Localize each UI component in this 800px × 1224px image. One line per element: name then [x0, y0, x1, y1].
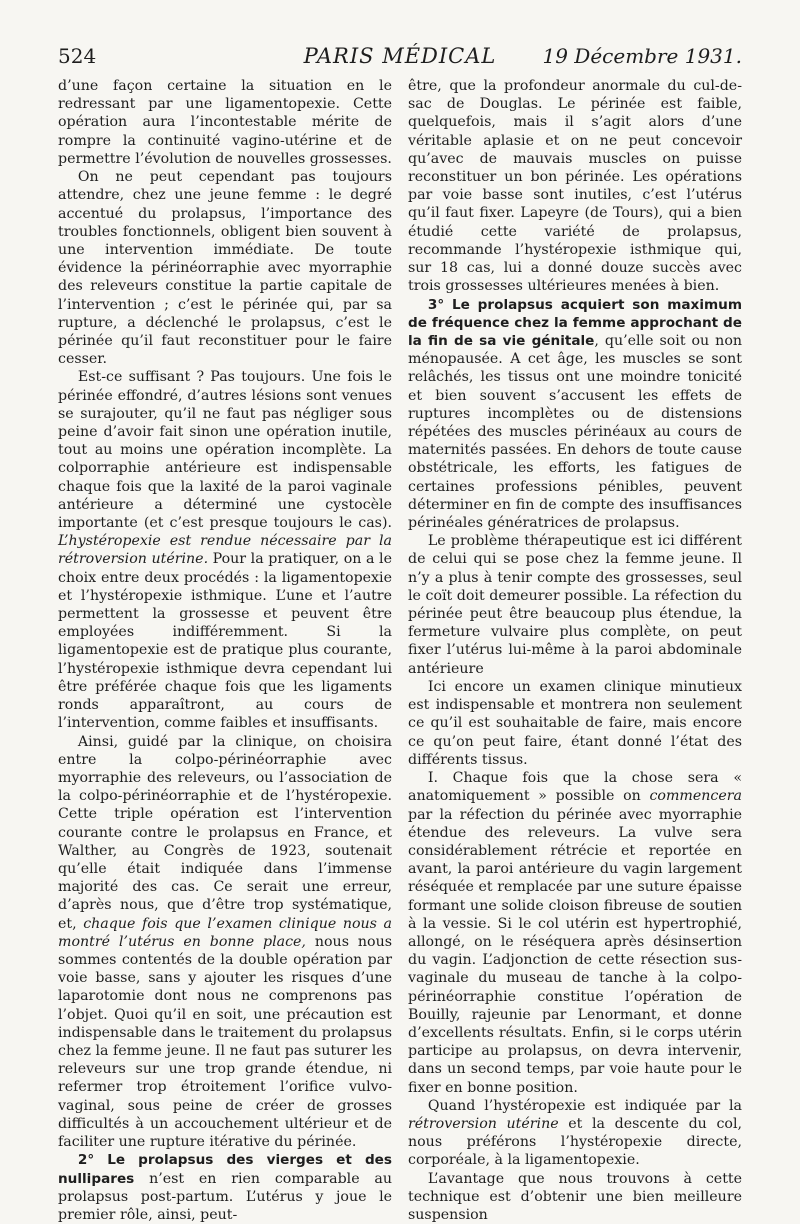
paragraph: L’avantage que nous trouvons à cette technique est d’obtenir une bien meilleure suspension	[408, 1170, 742, 1224]
paragraph: Ici encore un examen clinique minutieux est indispensable et montrera non seulement ce qu’il est souhaitable de faire, mais encore ce qu’on peut faire, étant donné l’état des différents tissus.	[408, 678, 742, 768]
paragraph	[408, 296, 742, 533]
text-run: I. Chaque fois que la chose sera « anatomiquement » possible on	[408, 770, 742, 805]
left-column	[58, 77, 392, 1224]
paragraph	[58, 733, 392, 1152]
text-run: Pour la pratiquer, on a le choix entre deux procédés : la ligamentopexie et l’hystéropexie isthmique. L’une et l’autre permettent la grossesse et peuvent être employées indifféremment. Si la ligamentopexie est de pratique plus courante, l’hystéropexie isthmique devra cependant lui être préférée chaque fois que les ligaments ronds apparaîtront, au cours de l’intervention, comme faibles et insuffisants.	[58, 551, 392, 732]
journal-title: PARIS MÉDICAL	[303, 44, 497, 68]
text-run: Est-ce suffisant ? Pas toujours. Une fois le périnée effondré, d’autres lésions sont venues se surajouter, qu’il ne faut pas négliger sous peine d’avoir fait sinon une opération inutile, tout au moins une opération incomplète. La colporraphie antérieure est indispensable chaque fois que la laxité de la paroi vaginale antérieure a déterminé une cystocèle importante (et c’est presque toujours le cas).	[58, 369, 392, 532]
paragraph: d’une façon certaine la situation en le redressant par une ligamentopexie. Cette opération aura l’incontestable mérite de rompre la continuité vagino-utérine et de permettre l’évolution de nouvelles grossesses.	[58, 78, 392, 167]
text-run: nous nous sommes contentés de la double opération par voie basse, sans y ajouter les risques d’une laparotomie dont nous ne comprenons pas l’objet. Quoi qu’il en soit, une précaution est indispensable dans le traitement du prolapsus chez la femme jeune. Il ne faut pas suturer les releveurs sur une trop grande étendue, ni refermer trop étroitement l’orifice vulvo-vaginal, sous peine de créer de grosses difficultés à un accouchement ultérieur et de faciliter une rupture itérative du périnée.	[58, 933, 392, 1151]
text-run: par la réfection du périnée avec myorraphie étendue des releveurs. La vulve sera considérablement rétrécie et reportée en avant, la paroi antérieure du vagin largement réséquée et remplacée par une suture épaisse formant une solide cloison fibreuse de soutien à la vessie. Si le col utérin est hypertrophié, allongé, on le réséquera après désinsertion du vagin. L’adjonction de cette résection sus-vaginale du museau de tanche à la colpo-périnéorraphie constitue l’opération de Bouilly, rajeunie par Lenormant, et donne d’excellents résultats. Enfin, si le corps utérin participe au prolapsus, on devra intervenir, dans un second temps, par voie haute pour le fixer en bonne position.	[408, 806, 742, 1096]
section-heading: 3° Le prolapsus acquiert son maximum de fréquence chez la femme approchant de la fin de sa vie génitale	[408, 296, 742, 349]
section-heading: 2° Le prolapsus des vierges et des nullipares	[58, 1152, 392, 1187]
italic-run: chaque fois que l’examen clinique nous a montré l’utérus en bonne place,	[58, 915, 392, 950]
paragraph	[408, 769, 742, 1097]
paragraph: Le problème thérapeutique est ici différent de celui qui se pose chez la femme jeune. Il n’y a plus à tenir compte des grossesses, seul le coït doit demeurer possible. La réfection du périnée peut être beaucoup plus étendue, la fermeture vulvaire plus complète, on peut fixer l’utérus lui-même à la paroi abdominale antérieure	[408, 533, 742, 677]
text-run: , qu’elle soit ou non ménopausée. A cet âge, les muscles se sont relâchés, les tissus ont une moindre tonicité et bien souvent s’accusent les effets de ruptures incomplètes ou de distensions répétées des muscles périnéaux au cours de maternités passées. En dehors de toute cause obstétricale, les efforts, les fatigues de certaines professions pénibles, peuvent déterminer en fin de compte des insuffisances périnéales génératrices de prolapsus.	[408, 332, 742, 531]
right-column	[408, 77, 742, 1224]
running-header	[58, 44, 742, 74]
text-run: Ainsi, guidé par la clinique, on choisira entre la colpo-périnéorraphie avec myorraphie des releveurs, ou l’association de la colpo-périnéorraphie et de l’hystéropexie. Cette triple opération est l’intervention courante contre le prolapsus en France, et Walther, au Congrès de 1923, soutenait qu’elle était indiquée dans l’immense majorité des cas. Ce serait une erreur, d’après nous, que d’être trop systématique, et,	[58, 733, 392, 932]
issue-date: 19 Décembre 1931.	[542, 44, 742, 68]
italic-run: commencera	[649, 788, 742, 805]
text-run: et la descente du col, nous préférons l’hystéropexie directe, corporéale, à la ligamentopexie.	[408, 1116, 742, 1169]
paragraph	[408, 1097, 742, 1170]
paragraph	[58, 368, 392, 732]
paragraph	[58, 1151, 392, 1224]
italic-run: L’hystéropexie est rendue nécessaire par la rétroversion utérine.	[58, 533, 392, 568]
paragraph: être, que la profondeur anormale du cul-de-sac de Douglas. Le périnée est faible, quelquefois, mais il s’agit alors d’une véritable aplasie et on ne peut concevoir qu’avec de mauvais muscles on puisse reconstituer un bon périnée. Les opérations par voie basse sont inutiles, c’est l’utérus qu’il faut fixer. Lapeyre (de Tours), qui a bien étudié cette variété de prolapsus, recommande l’hystéropexie isthmique qui, sur 18 cas, lui a donné douze succès avec trois grossesses ultérieures menées à bien.	[408, 78, 742, 295]
page-number: 524	[58, 44, 97, 68]
text-run: n’est en rien comparable au prolapsus post-partum. L’utérus y joue le premier rôle, ainsi, peut-	[58, 1170, 392, 1223]
paragraph: On ne peut cependant pas toujours attendre, chez une jeune femme : le degré accentué du prolapsus, l’importance des troubles fonctionnels, obligent bien souvent à une intervention immédiate. De toute évidence la périnéorraphie avec myorraphie des releveurs constitue la partie capitale de l’intervention ; c’est le périnée qui, par sa rupture, a déclenché le prolapsus, c’est le périnée qu’il faut reconstituer pour le faire cesser.	[58, 169, 392, 368]
italic-run: rétroversion utérine	[408, 1116, 559, 1133]
text-run: Quand l’hystéropexie est indiquée par la	[427, 1097, 742, 1114]
